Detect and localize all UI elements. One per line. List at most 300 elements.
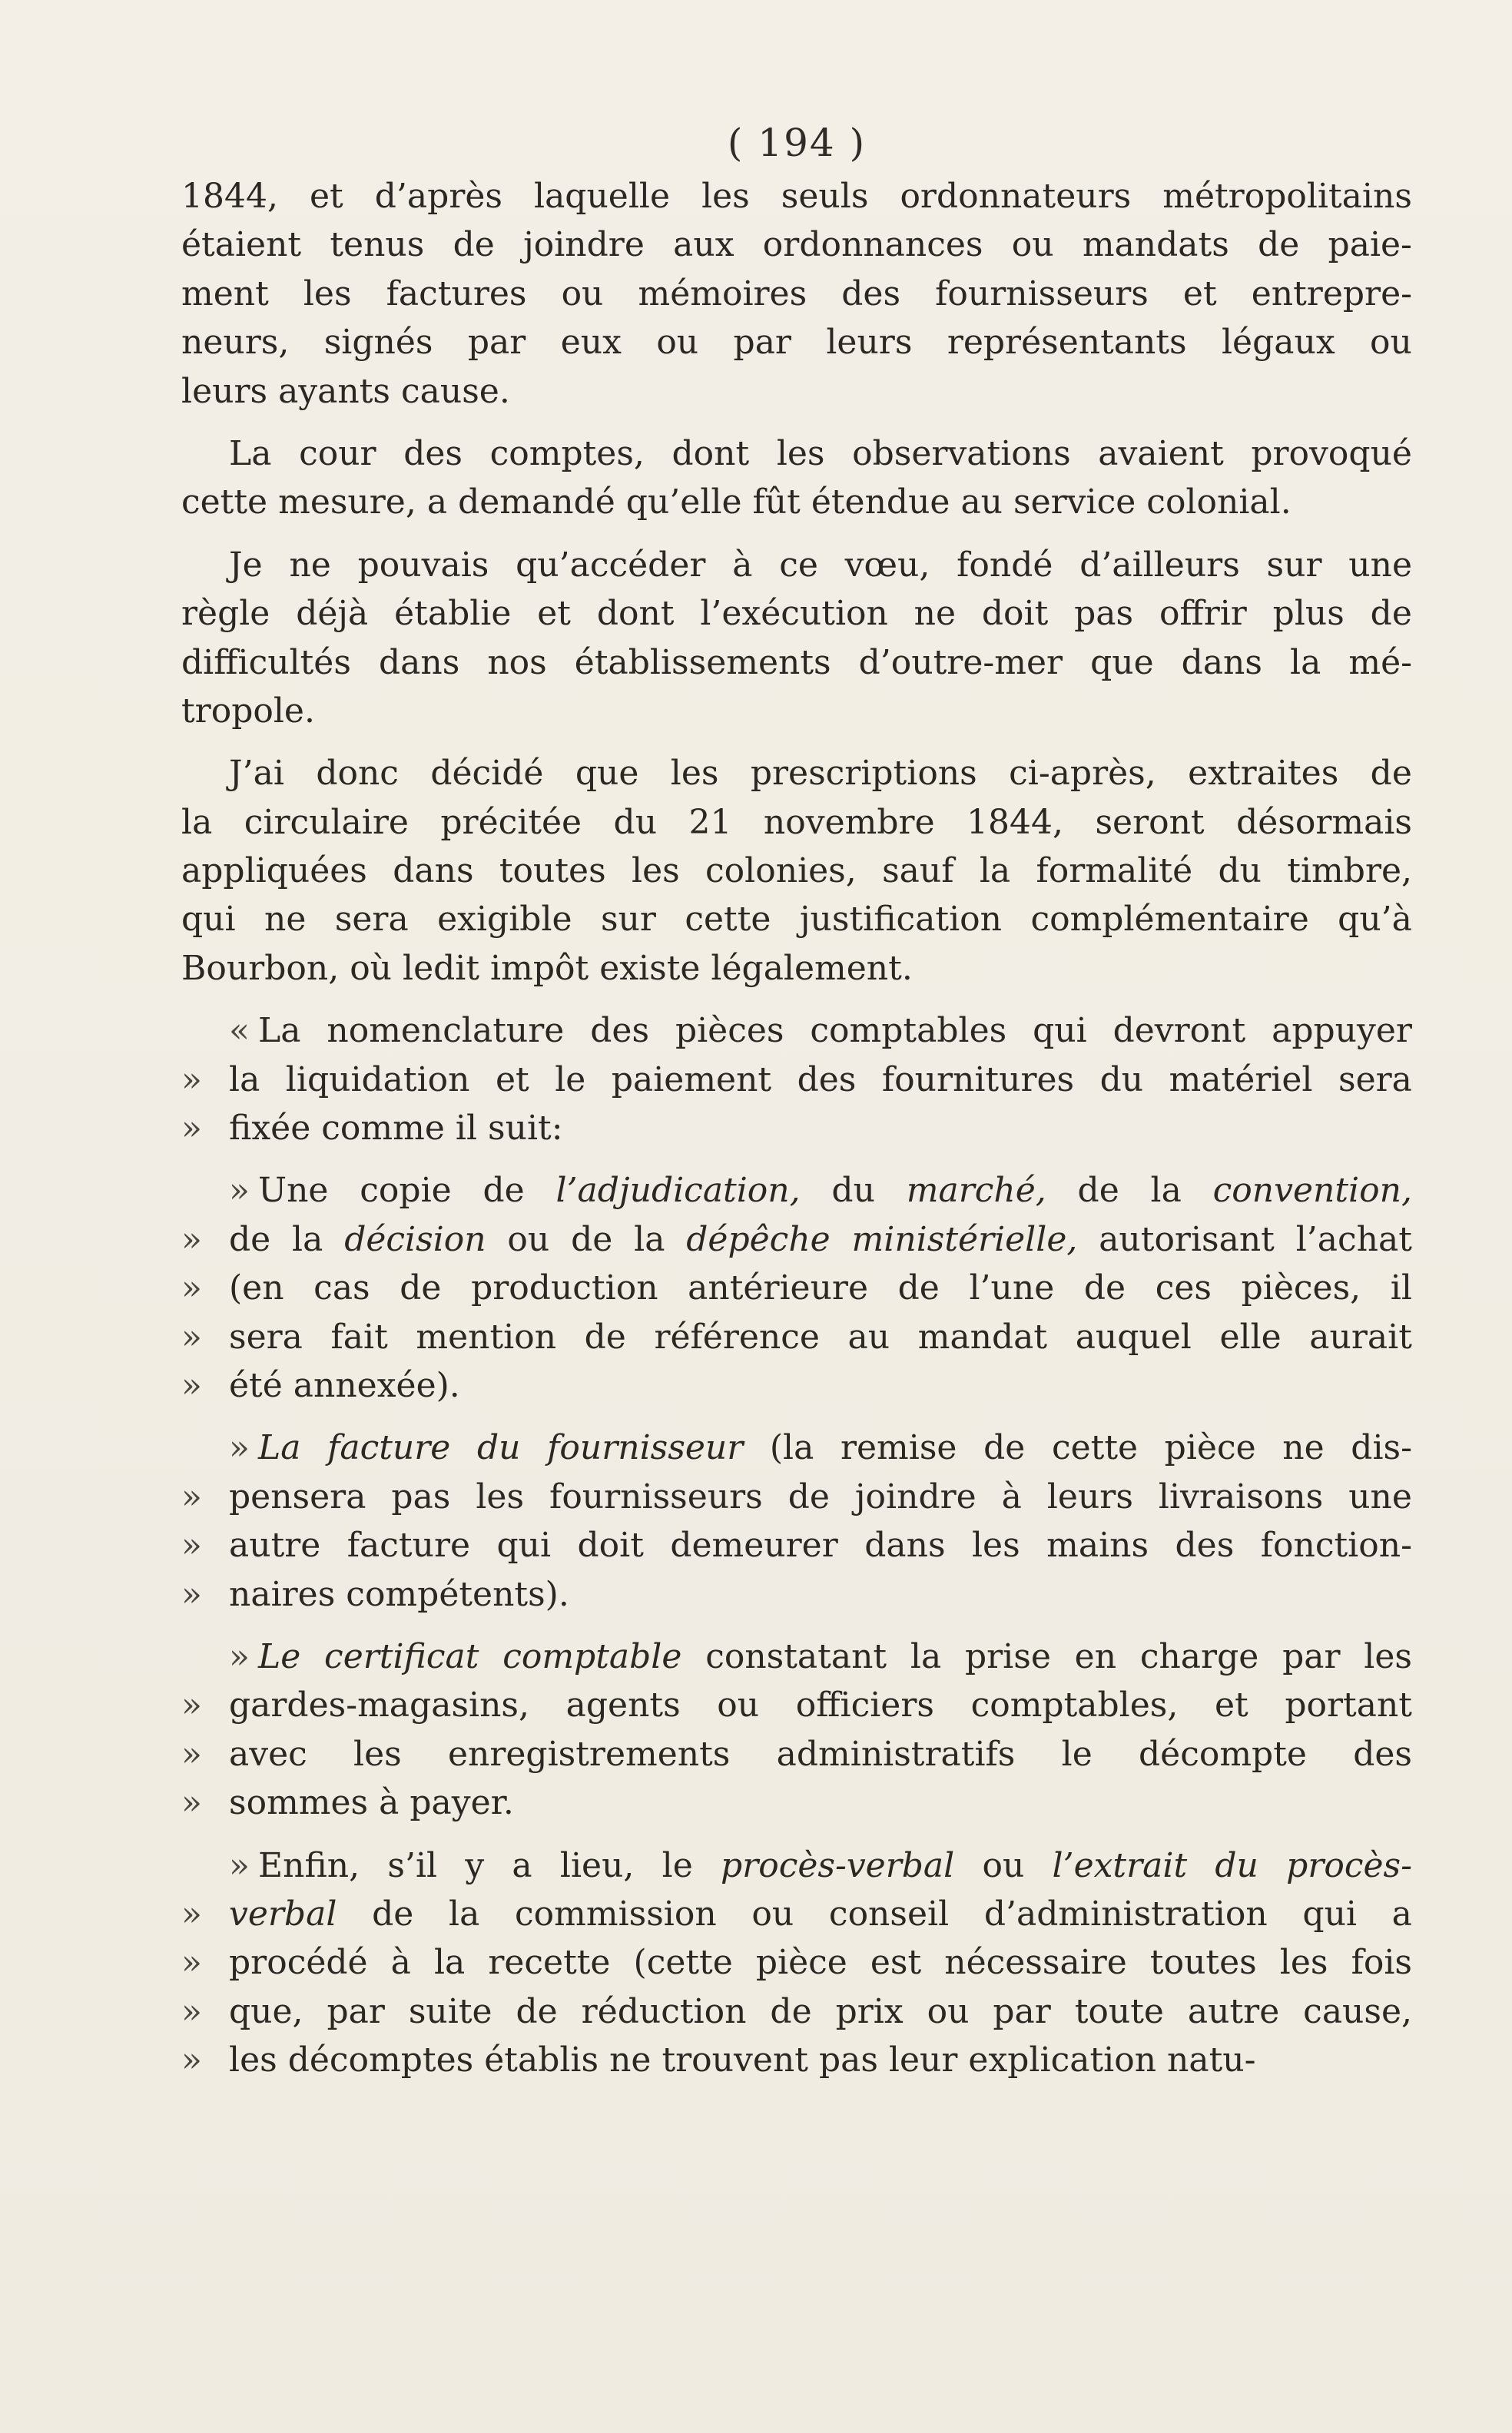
word: fonction- bbox=[1260, 1526, 1412, 1566]
word: les bbox=[476, 1477, 525, 1516]
word: ou bbox=[656, 323, 699, 363]
word: prix bbox=[835, 1991, 904, 2031]
word: de bbox=[788, 1477, 830, 1516]
text-line bbox=[181, 895, 1412, 943]
word: dans bbox=[1181, 642, 1262, 682]
page-text bbox=[181, 123, 1412, 2098]
text-line bbox=[181, 1006, 1412, 1055]
word: appuyer bbox=[1272, 1011, 1412, 1051]
word: La bbox=[229, 433, 272, 473]
word: les bbox=[701, 177, 750, 216]
word: que bbox=[1090, 642, 1154, 682]
word: qu’elle bbox=[625, 482, 742, 522]
text-line bbox=[181, 944, 1412, 993]
word: la bbox=[292, 1219, 323, 1259]
word: eux bbox=[560, 323, 622, 363]
text-line bbox=[181, 1424, 1412, 1472]
word: de bbox=[482, 1171, 525, 1211]
word: fût bbox=[752, 482, 801, 522]
word: vœu, bbox=[844, 545, 930, 585]
word: seuls bbox=[781, 177, 869, 216]
word: joindre bbox=[854, 1477, 976, 1516]
word: ou bbox=[507, 1219, 550, 1259]
word: référence bbox=[654, 1317, 820, 1357]
word: nécessaire bbox=[944, 1943, 1127, 1983]
word: (cette bbox=[633, 1943, 733, 1983]
word: Une bbox=[258, 1171, 329, 1211]
word: colonial. bbox=[1146, 482, 1292, 522]
word: dans bbox=[864, 1526, 946, 1566]
word: ledit bbox=[403, 948, 480, 988]
word: à bbox=[1001, 1477, 1022, 1516]
word: suit: bbox=[488, 1109, 563, 1149]
word: mandat bbox=[917, 1317, 1048, 1357]
quote-marker: » bbox=[181, 1783, 202, 1823]
word: dont bbox=[671, 433, 750, 473]
quote-marker: » bbox=[181, 1268, 202, 1308]
word: été bbox=[229, 1365, 283, 1405]
text-line bbox=[181, 541, 1412, 589]
quote-marker: » bbox=[181, 1686, 202, 1725]
word: procès-verbal bbox=[721, 1845, 955, 1885]
word: gardes-magasins, bbox=[229, 1686, 529, 1725]
word: de bbox=[1258, 225, 1300, 265]
word: les bbox=[353, 1734, 402, 1774]
word: mesure, bbox=[278, 482, 416, 522]
word: (en bbox=[229, 1268, 284, 1308]
word: des bbox=[590, 1011, 650, 1051]
text-line bbox=[181, 589, 1412, 638]
quote-marker: » bbox=[181, 1317, 202, 1357]
word: de bbox=[1370, 594, 1412, 634]
word: comme bbox=[321, 1109, 445, 1149]
quoted-paragraph bbox=[181, 1424, 1412, 1619]
word: les bbox=[1364, 1636, 1412, 1676]
word: autorisant bbox=[1099, 1219, 1275, 1259]
word: pas bbox=[391, 1477, 451, 1516]
word: il bbox=[1390, 1268, 1412, 1308]
word: Je bbox=[229, 545, 263, 585]
word: qui bbox=[496, 1526, 552, 1566]
word: dans bbox=[393, 851, 474, 891]
word: portant bbox=[1285, 1686, 1412, 1725]
word: comptable bbox=[502, 1636, 682, 1676]
word: remise bbox=[840, 1428, 957, 1468]
text-line bbox=[181, 638, 1412, 687]
word: justification bbox=[799, 900, 1003, 940]
word: appliquées bbox=[181, 851, 367, 891]
word: exigible bbox=[437, 900, 572, 940]
text-line bbox=[181, 1264, 1412, 1312]
word: prise bbox=[964, 1636, 1051, 1676]
word: qu’accéder bbox=[516, 545, 706, 585]
word: pièce bbox=[755, 1943, 847, 1983]
word: auquel bbox=[1075, 1317, 1192, 1357]
word: le bbox=[555, 1059, 586, 1099]
word: J’ai bbox=[229, 754, 284, 794]
word: décomptes bbox=[287, 2040, 474, 2080]
word: et bbox=[1182, 273, 1217, 313]
word: des bbox=[1175, 1526, 1235, 1566]
word: naires bbox=[229, 1574, 336, 1614]
word: des bbox=[797, 1059, 857, 1099]
word: signés bbox=[323, 323, 433, 363]
text-line bbox=[181, 1361, 1412, 1410]
word: Le bbox=[258, 1636, 301, 1676]
word: précitée bbox=[440, 802, 582, 842]
word: les bbox=[670, 754, 719, 794]
word: fois bbox=[1351, 1943, 1412, 1983]
text-line bbox=[181, 2036, 1412, 2084]
word: plus bbox=[1272, 594, 1345, 634]
word: fondé bbox=[957, 545, 1053, 585]
text-line bbox=[181, 172, 1412, 220]
word: neurs, bbox=[181, 323, 290, 363]
text-line bbox=[181, 1215, 1412, 1264]
word: sur bbox=[1266, 545, 1322, 585]
word: est bbox=[870, 1943, 922, 1983]
word: des bbox=[841, 273, 901, 313]
word: les bbox=[1279, 1943, 1328, 1983]
text-line bbox=[181, 220, 1412, 269]
word: ne bbox=[1282, 1428, 1325, 1468]
word: sauf bbox=[882, 851, 954, 891]
word: en bbox=[1074, 1636, 1117, 1676]
word: liquidation bbox=[285, 1059, 470, 1099]
word: du bbox=[476, 1428, 521, 1468]
word: par bbox=[733, 323, 791, 363]
word: joindre bbox=[523, 225, 645, 265]
word: des bbox=[403, 433, 463, 473]
word: mains bbox=[1046, 1526, 1149, 1566]
quoted-paragraph bbox=[181, 1841, 1412, 2085]
word: de bbox=[571, 1219, 613, 1259]
word: cause, bbox=[1303, 1991, 1412, 2031]
word: ou bbox=[717, 1686, 760, 1725]
word: ne bbox=[609, 2040, 652, 2080]
word: par bbox=[467, 323, 526, 363]
word: et bbox=[310, 177, 343, 216]
word: tenus bbox=[330, 225, 425, 265]
text-line bbox=[181, 1730, 1412, 1778]
word: des bbox=[1353, 1734, 1412, 1774]
word: ministérielle, bbox=[851, 1219, 1078, 1259]
word: compétents). bbox=[346, 1574, 569, 1614]
quoted-paragraph bbox=[181, 1166, 1412, 1410]
word: fournisseur bbox=[547, 1428, 744, 1468]
word: du bbox=[1099, 1059, 1144, 1099]
word: du bbox=[613, 802, 658, 842]
word: ou bbox=[751, 1894, 794, 1934]
word: pensera bbox=[229, 1477, 366, 1516]
word: sera bbox=[334, 900, 409, 940]
word: les bbox=[303, 273, 352, 313]
word: d’ailleurs bbox=[1079, 545, 1240, 585]
quote-marker: » bbox=[181, 1109, 202, 1149]
word: l’une bbox=[969, 1268, 1055, 1308]
word: mémoires bbox=[638, 273, 807, 313]
word: d’après bbox=[374, 177, 502, 216]
word: mention bbox=[416, 1317, 557, 1357]
word: aurait bbox=[1309, 1317, 1412, 1357]
word: charge bbox=[1139, 1636, 1259, 1676]
paragraphs-container bbox=[181, 172, 1412, 2084]
word: la bbox=[634, 1219, 665, 1259]
word: une bbox=[1348, 1477, 1412, 1516]
word: fournisseurs bbox=[935, 273, 1149, 313]
word: que bbox=[575, 754, 639, 794]
quote-marker: » bbox=[229, 1428, 250, 1468]
text-line bbox=[181, 1166, 1412, 1215]
word: dont bbox=[596, 594, 675, 634]
text-line bbox=[181, 1521, 1412, 1570]
word: du bbox=[1215, 1845, 1258, 1885]
word: de bbox=[897, 1268, 940, 1308]
quote-marker: » bbox=[229, 1171, 250, 1211]
quote-marker: » bbox=[229, 1636, 250, 1676]
word: de bbox=[372, 1894, 414, 1934]
word: déjà bbox=[296, 594, 369, 634]
word: règle bbox=[181, 594, 270, 634]
word: établissements bbox=[574, 642, 831, 682]
word: laquelle bbox=[534, 177, 671, 216]
word: de bbox=[516, 1991, 558, 2031]
word: seront bbox=[1095, 802, 1205, 842]
word: les bbox=[776, 433, 825, 473]
word: mé- bbox=[1348, 642, 1412, 682]
word: où bbox=[350, 948, 393, 988]
word: pièce bbox=[1164, 1428, 1256, 1468]
text-line bbox=[181, 429, 1412, 478]
word: verbal bbox=[229, 1894, 337, 1934]
word: d’administration bbox=[983, 1894, 1268, 1934]
word: natu- bbox=[1167, 2040, 1256, 2080]
word: prescriptions bbox=[750, 754, 977, 794]
word: La bbox=[258, 1428, 301, 1468]
word: trouvent bbox=[662, 2040, 808, 2080]
word: qui bbox=[1302, 1894, 1357, 1934]
word: (la bbox=[769, 1428, 814, 1468]
word: cette bbox=[1051, 1428, 1139, 1468]
word: toute bbox=[1074, 1991, 1164, 2031]
word: ou bbox=[927, 1991, 970, 2031]
word: la bbox=[229, 1059, 260, 1099]
word: agents bbox=[565, 1686, 681, 1725]
word: les bbox=[971, 1526, 1020, 1566]
word: aux bbox=[673, 225, 734, 265]
word: étendue bbox=[811, 482, 950, 522]
word: facture bbox=[327, 1428, 451, 1468]
word: antérieure bbox=[688, 1268, 869, 1308]
quote-marker: » bbox=[181, 1943, 202, 1983]
word: métropolitains bbox=[1162, 177, 1412, 216]
word: ment bbox=[181, 273, 269, 313]
word: par bbox=[1282, 1636, 1341, 1676]
word: annexée). bbox=[293, 1365, 460, 1405]
word: service bbox=[1013, 482, 1136, 522]
word: pas bbox=[818, 2040, 878, 2080]
word: pièces, bbox=[1241, 1268, 1361, 1308]
word: devront bbox=[1112, 1011, 1246, 1051]
word: à bbox=[390, 1943, 411, 1983]
word: et bbox=[537, 594, 571, 634]
quote-marker: » bbox=[229, 1845, 250, 1885]
word: 21 bbox=[688, 802, 732, 842]
page-number: ( 194 ) bbox=[727, 121, 867, 165]
word: cette bbox=[685, 900, 771, 940]
word: ou bbox=[561, 273, 604, 313]
paragraph bbox=[181, 172, 1412, 416]
word: sommes bbox=[229, 1783, 369, 1823]
text-line bbox=[181, 847, 1412, 895]
word: qui bbox=[181, 900, 236, 940]
quote-marker: « bbox=[229, 1011, 250, 1051]
word: complémentaire bbox=[1030, 900, 1309, 940]
word: extraites bbox=[1188, 754, 1339, 794]
word: La bbox=[258, 1011, 301, 1051]
word: établie bbox=[394, 594, 512, 634]
word: elle bbox=[1219, 1317, 1282, 1357]
word: demandé bbox=[458, 482, 615, 522]
word: légalement. bbox=[711, 948, 913, 988]
word: et bbox=[1214, 1686, 1248, 1725]
word: les bbox=[229, 2040, 277, 2080]
word: établis bbox=[484, 2040, 599, 2080]
word: la bbox=[1290, 642, 1321, 682]
word: dans bbox=[378, 642, 460, 682]
word: leurs bbox=[826, 323, 913, 363]
word: au bbox=[960, 482, 1003, 522]
word: le bbox=[1061, 1734, 1093, 1774]
word: la bbox=[910, 1636, 942, 1676]
word: étaient bbox=[181, 225, 302, 265]
word: existe bbox=[599, 948, 701, 988]
word: les bbox=[632, 851, 680, 891]
word: cour bbox=[299, 433, 376, 473]
text-line bbox=[181, 1104, 1412, 1152]
word: de bbox=[983, 1428, 1026, 1468]
word: cas bbox=[313, 1268, 370, 1308]
word: administratifs bbox=[776, 1734, 1016, 1774]
word: de bbox=[584, 1317, 626, 1357]
word: de bbox=[400, 1268, 442, 1308]
quote-marker: » bbox=[181, 1991, 202, 2031]
word: l’extrait bbox=[1052, 1845, 1188, 1885]
word: le bbox=[662, 1845, 693, 1885]
text-line bbox=[181, 478, 1412, 526]
word: de bbox=[229, 1219, 271, 1259]
word: l’exécution bbox=[700, 594, 888, 634]
word: réduction bbox=[581, 1991, 747, 2031]
text-line bbox=[181, 1681, 1412, 1729]
word: 1844, bbox=[967, 802, 1064, 842]
word: impôt bbox=[490, 948, 589, 988]
word: leurs bbox=[181, 371, 268, 411]
text-line bbox=[181, 367, 1412, 416]
word: leur bbox=[888, 2040, 958, 2080]
word: a bbox=[426, 482, 448, 522]
word: nomenclature bbox=[327, 1011, 565, 1051]
word: ce bbox=[779, 545, 818, 585]
word: au bbox=[847, 1317, 890, 1357]
word: novembre bbox=[763, 802, 935, 842]
word: ayants bbox=[278, 371, 390, 411]
text-line bbox=[181, 1473, 1412, 1521]
word: légaux bbox=[1221, 323, 1335, 363]
word: représentants bbox=[947, 323, 1187, 363]
word: par bbox=[993, 1991, 1051, 2031]
word: nos bbox=[487, 642, 547, 682]
word: payer. bbox=[410, 1783, 514, 1823]
word: certificat bbox=[324, 1636, 479, 1676]
paragraph bbox=[181, 541, 1412, 736]
text-line bbox=[181, 1313, 1412, 1361]
word: que, bbox=[229, 1991, 303, 2031]
word: avec bbox=[229, 1734, 307, 1774]
text-line bbox=[181, 1632, 1412, 1681]
word: qu’à bbox=[1338, 900, 1412, 940]
word: commission bbox=[515, 1894, 717, 1934]
word: comptables bbox=[810, 1011, 1007, 1051]
word: ou bbox=[1011, 225, 1054, 265]
word: de bbox=[453, 225, 495, 265]
word: recette bbox=[488, 1943, 611, 1983]
word: et bbox=[495, 1059, 529, 1099]
word: fournitures bbox=[881, 1059, 1075, 1099]
word: leurs bbox=[1046, 1477, 1133, 1516]
word: ordonnateurs bbox=[900, 177, 1132, 216]
quote-marker: » bbox=[181, 1894, 202, 1934]
word: dis- bbox=[1351, 1428, 1412, 1468]
word: entrepre- bbox=[1251, 273, 1412, 313]
word: ne bbox=[264, 900, 307, 940]
word: doit bbox=[577, 1526, 644, 1566]
word: mandats bbox=[1082, 225, 1229, 265]
word: ces bbox=[1155, 1268, 1212, 1308]
word: doit bbox=[981, 594, 1049, 634]
word: de bbox=[1077, 1171, 1119, 1211]
word: de bbox=[1370, 754, 1412, 794]
word: ci-après, bbox=[1009, 754, 1156, 794]
word: provoqué bbox=[1251, 433, 1412, 473]
word: de bbox=[770, 1991, 812, 2031]
word: procédé bbox=[229, 1943, 368, 1983]
quoted-paragraph bbox=[181, 1632, 1412, 1828]
word: sera bbox=[229, 1317, 303, 1357]
word: toutes bbox=[499, 851, 606, 891]
word: la bbox=[1150, 1171, 1182, 1211]
quote-marker: » bbox=[181, 1477, 202, 1516]
word: à bbox=[379, 1783, 400, 1823]
quote-marker: » bbox=[181, 1734, 202, 1774]
word: qui bbox=[1033, 1011, 1087, 1051]
word: marché, bbox=[906, 1171, 1046, 1211]
text-line bbox=[181, 798, 1412, 847]
quote-marker: » bbox=[181, 1219, 202, 1259]
word: avaient bbox=[1098, 433, 1224, 473]
word: enregistrements bbox=[447, 1734, 731, 1774]
word: ne bbox=[289, 545, 331, 585]
word: Enfin, bbox=[258, 1845, 360, 1885]
quote-marker: » bbox=[181, 1574, 202, 1614]
word: pouvais bbox=[357, 545, 489, 585]
text-line bbox=[181, 1570, 1412, 1619]
word: décompte bbox=[1139, 1734, 1307, 1774]
word: paie- bbox=[1328, 225, 1412, 265]
word: explication bbox=[968, 2040, 1157, 2080]
word: 1844, bbox=[181, 177, 278, 216]
word: copie bbox=[360, 1171, 452, 1211]
